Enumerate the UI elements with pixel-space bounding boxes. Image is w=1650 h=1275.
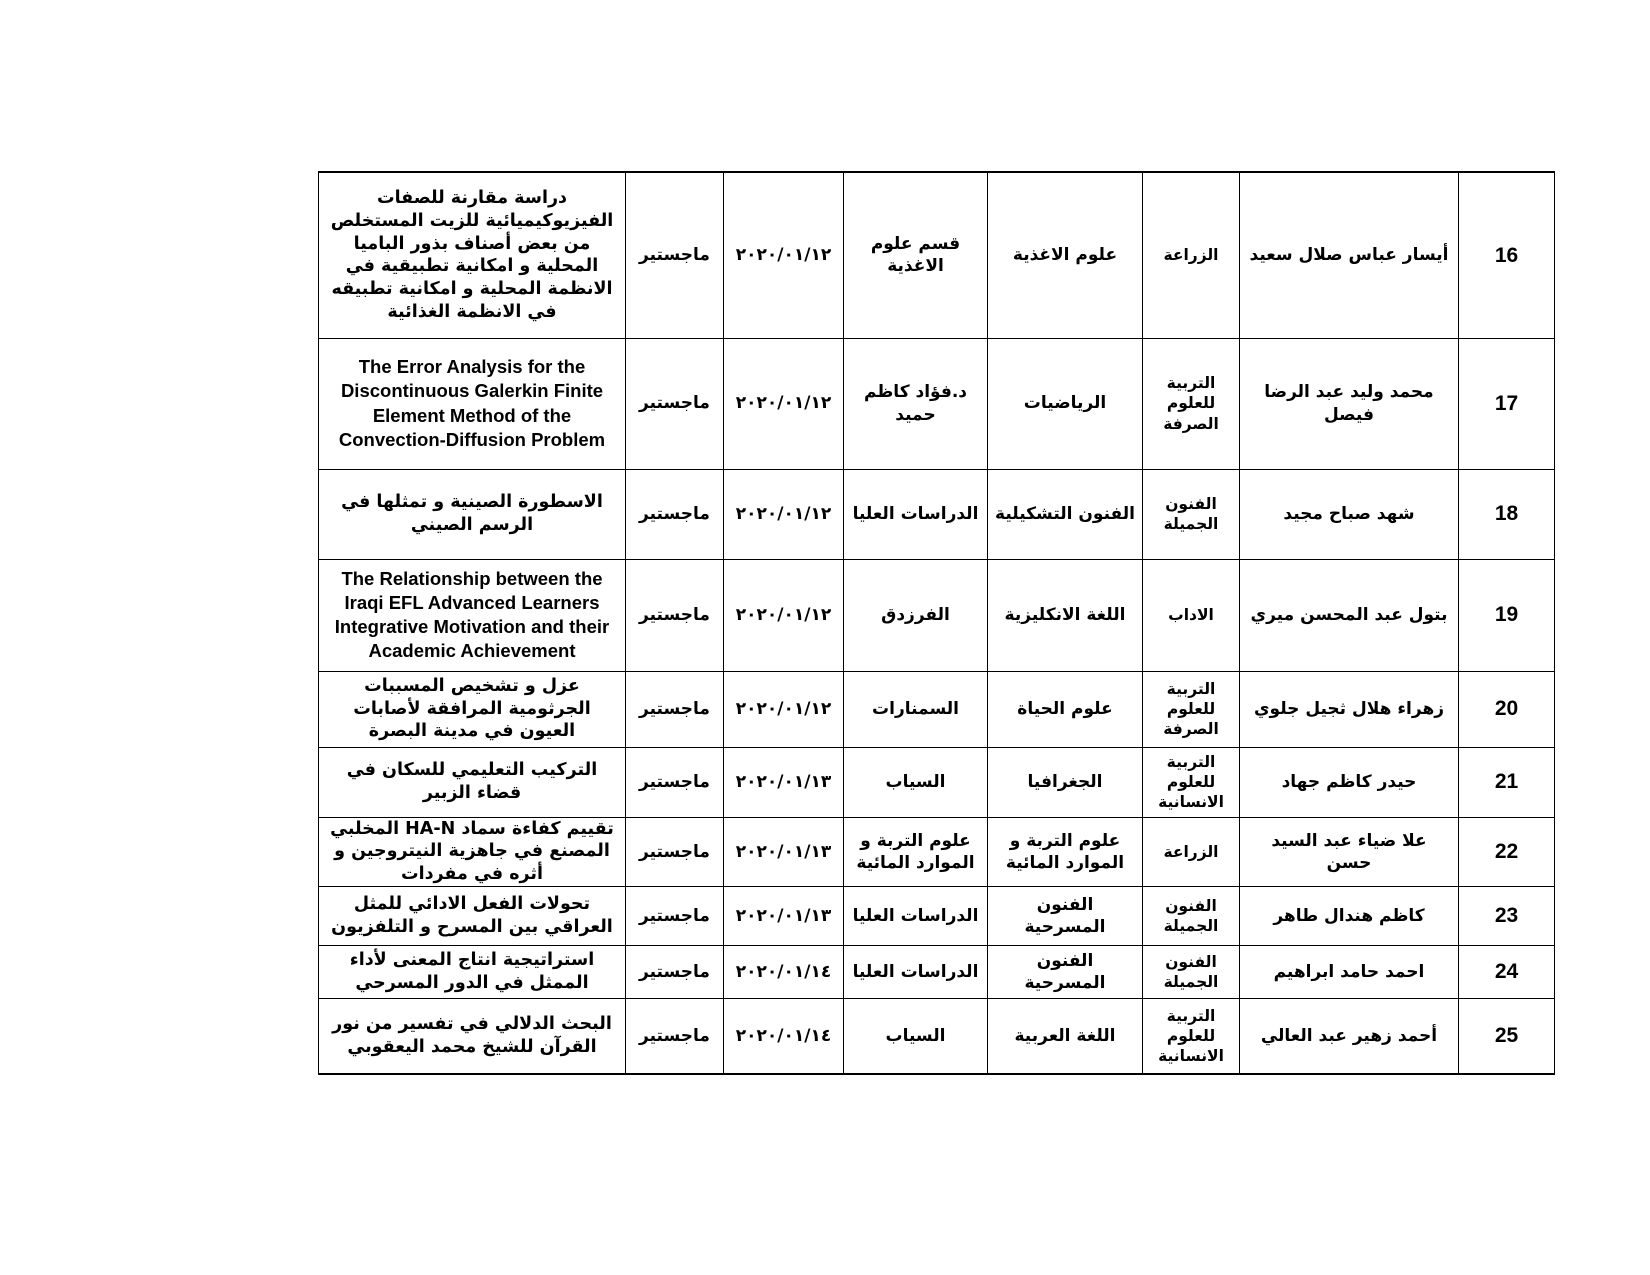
department-name: الفنون المسرحية [988,945,1143,998]
defense-date: ٢٠٢٠/٠١/١٢ [724,671,844,747]
table-row [319,945,1555,998]
row-number: 22 [1459,817,1555,886]
college-name: الزراعة [1143,172,1240,338]
thesis-title: دراسة مقارنة للصفات الفيزيوكيميائية للزيت المستخلص من بعض أصناف بذور الباميا المحلية و امكانية تطبيقية في الانظمة المحلية و امكانية تطبيقه في الانظمة الغذائية [319,172,626,338]
row-number: 18 [1459,469,1555,559]
student-name: حيدر كاظم جهاد [1240,747,1459,817]
defense-venue: الفرزدق [844,559,988,671]
degree-type: ماجستير [626,172,724,338]
table-body [319,172,1555,1074]
thesis-title: تحولات الفعل الادائي للمثل العراقي بين المسرح و التلفزيون [319,886,626,945]
defense-venue: علوم التربة و الموارد المائية [844,817,988,886]
college-name: الفنون الجميلة [1143,886,1240,945]
degree-type: ماجستير [626,469,724,559]
defense-venue: الدراسات العليا [844,886,988,945]
college-name: الاداب [1143,559,1240,671]
thesis-title: تقييم كفاءة سماد HA-N المخلبي المصنع في جاهزية النيتروجين و أثره في مفردات [319,817,626,886]
degree-type: ماجستير [626,998,724,1074]
student-name: كاظم هندال طاهر [1240,886,1459,945]
table-row [319,172,1555,338]
department-name: علوم التربة و الموارد المائية [988,817,1143,886]
college-name: التربية للعلوم الانسانية [1143,998,1240,1074]
department-name: علوم الحياة [988,671,1143,747]
college-name: الفنون الجميلة [1143,945,1240,998]
table-row [319,747,1555,817]
degree-type: ماجستير [626,747,724,817]
table-row [319,338,1555,469]
defense-date: ٢٠٢٠/٠١/١٢ [724,338,844,469]
department-name: علوم الاغذية [988,172,1143,338]
thesis-title: عزل و تشخيص المسببات الجرثومية المرافقة لأصابات العيون في مدينة البصرة [319,671,626,747]
table-row [319,817,1555,886]
degree-type: ماجستير [626,559,724,671]
table-row [319,671,1555,747]
college-name: الزراعة [1143,817,1240,886]
department-name: الجغرافيا [988,747,1143,817]
defense-date: ٢٠٢٠/٠١/١٣ [724,747,844,817]
degree-type: ماجستير [626,338,724,469]
defense-venue: قسم علوم الاغذية [844,172,988,338]
row-number: 20 [1459,671,1555,747]
row-number: 25 [1459,998,1555,1074]
student-name: أيسار عباس صلال سعيد [1240,172,1459,338]
row-number: 24 [1459,945,1555,998]
defense-venue: السمنارات [844,671,988,747]
student-name: أحمد زهير عبد العالي [1240,998,1459,1074]
defense-date: ٢٠٢٠/٠١/١٣ [724,886,844,945]
row-number: 16 [1459,172,1555,338]
defense-date: ٢٠٢٠/٠١/١٢ [724,469,844,559]
defense-date: ٢٠٢٠/٠١/١٢ [724,172,844,338]
student-name: احمد حامد ابراهيم [1240,945,1459,998]
department-name: اللغة الانكليزية [988,559,1143,671]
degree-type: ماجستير [626,945,724,998]
student-name: زهراء هلال ثجيل جلوي [1240,671,1459,747]
table-row [319,559,1555,671]
student-name: محمد وليد عبد الرضا فيصل [1240,338,1459,469]
row-number: 19 [1459,559,1555,671]
defense-date: ٢٠٢٠/٠١/١٤ [724,945,844,998]
defense-venue: الدراسات العليا [844,945,988,998]
department-name: الفنون التشكيلية [988,469,1143,559]
thesis-title: البحث الدلالي في تفسير من نور القرآن للشيخ محمد اليعقوبي [319,998,626,1074]
college-name: الفنون الجميلة [1143,469,1240,559]
row-number: 17 [1459,338,1555,469]
thesis-table [318,171,1555,1075]
degree-type: ماجستير [626,886,724,945]
table-row [319,469,1555,559]
defense-venue: الدراسات العليا [844,469,988,559]
college-name: التربية للعلوم الانسانية [1143,747,1240,817]
row-number: 23 [1459,886,1555,945]
table-row [319,998,1555,1074]
defense-date: ٢٠٢٠/٠١/١٣ [724,817,844,886]
college-name: التربية للعلوم الصرفة [1143,338,1240,469]
degree-type: ماجستير [626,817,724,886]
thesis-title: The Relationship between the Iraqi EFL Advanced Learners Integrative Motivation and their Academic Achievement [319,559,626,671]
college-name: التربية للعلوم الصرفة [1143,671,1240,747]
defense-date: ٢٠٢٠/٠١/١٤ [724,998,844,1074]
department-name: الفنون المسرحية [988,886,1143,945]
student-name: علا ضياء عبد السيد حسن [1240,817,1459,886]
thesis-title: The Error Analysis for the Discontinuous Galerkin Finite Element Method of the Convection-Diffusion Problem [319,338,626,469]
department-name: الرياضيات [988,338,1143,469]
table-row [319,886,1555,945]
student-name: شهد صباح مجيد [1240,469,1459,559]
defense-venue: د.فؤاد كاظم حميد [844,338,988,469]
student-name: بتول عبد المحسن ميري [1240,559,1459,671]
department-name: اللغة العربية [988,998,1143,1074]
thesis-title: استراتيجية انتاج المعنى لأداء الممثل في الدور المسرحي [319,945,626,998]
defense-venue: السياب [844,747,988,817]
thesis-title: التركيب التعليمي للسكان في قضاء الزبير [319,747,626,817]
row-number: 21 [1459,747,1555,817]
degree-type: ماجستير [626,671,724,747]
defense-date: ٢٠٢٠/٠١/١٢ [724,559,844,671]
defense-venue: السياب [844,998,988,1074]
thesis-title: الاسطورة الصينية و تمثلها في الرسم الصيني [319,469,626,559]
